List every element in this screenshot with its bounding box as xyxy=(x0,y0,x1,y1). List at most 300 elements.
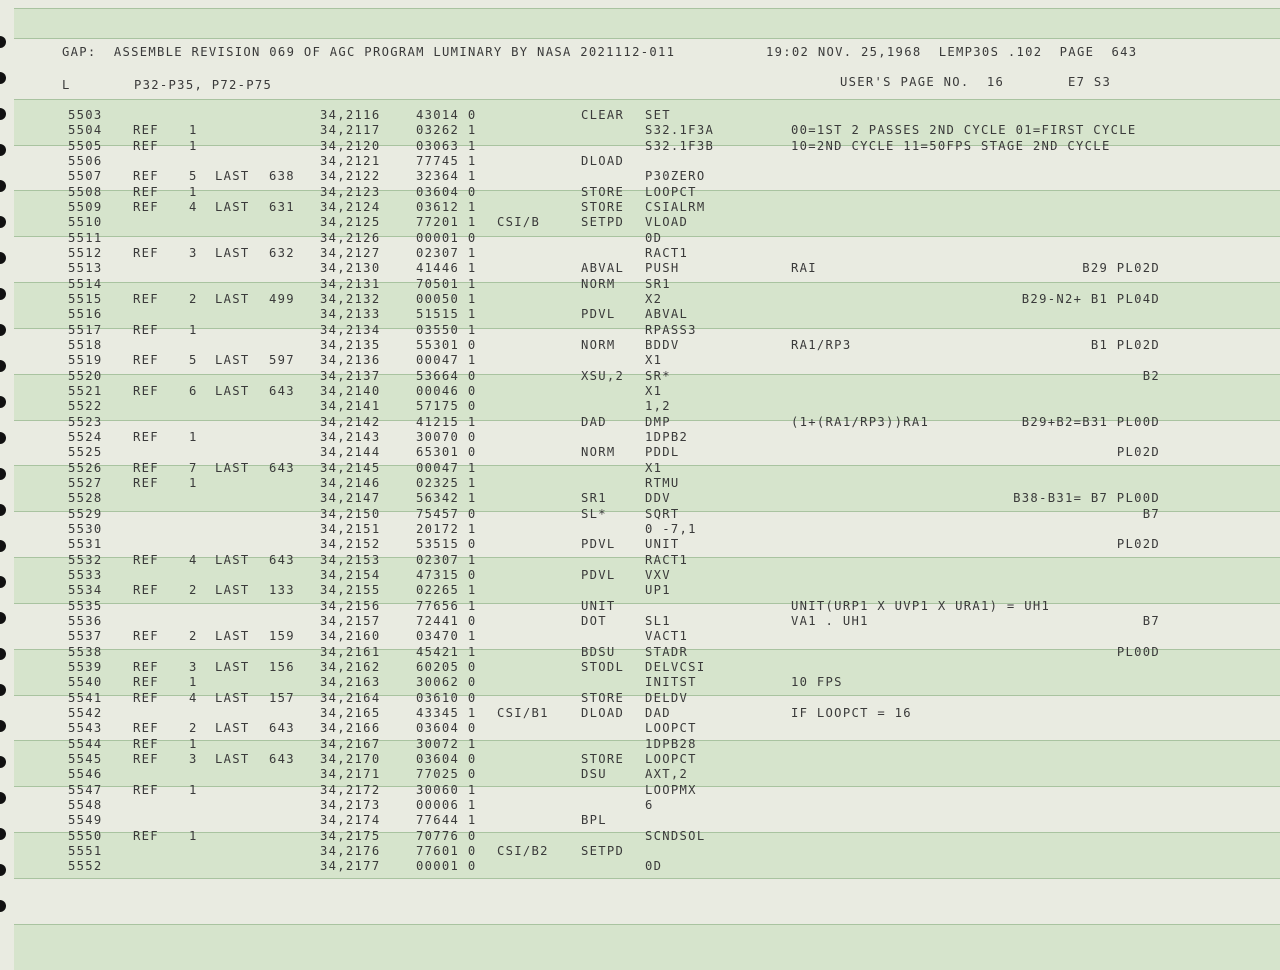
octal-word: 41446 1 xyxy=(416,261,477,276)
listing-row xyxy=(0,537,1280,552)
address: 34,2172 xyxy=(320,782,381,797)
last-flag: LAST xyxy=(215,629,250,644)
line-number: 5535 xyxy=(68,598,103,613)
listing-row xyxy=(0,767,1280,782)
address: 34,2140 xyxy=(320,383,381,398)
line-number: 5516 xyxy=(68,307,103,322)
line-number: 5512 xyxy=(68,246,103,260)
address: 34,2161 xyxy=(320,644,381,659)
ref-flag: REF xyxy=(133,353,159,368)
ref-count: 4 xyxy=(189,200,198,214)
band-line xyxy=(14,99,1280,100)
last-page: 643 xyxy=(269,383,295,398)
octal-word: 30060 1 xyxy=(416,782,477,797)
octal-word: 30072 1 xyxy=(416,736,477,751)
ref-count: 6 xyxy=(189,383,198,398)
address: 34,2175 xyxy=(320,828,381,843)
listing-row xyxy=(0,476,1280,491)
operand: LOOPMX xyxy=(645,782,697,797)
octal-word: 70501 1 xyxy=(416,276,477,291)
ref-flag: REF xyxy=(133,475,159,490)
ref-flag: REF xyxy=(133,721,159,736)
operand: VACT1 xyxy=(645,629,689,644)
operand: X1 xyxy=(645,353,663,368)
last-page: 159 xyxy=(269,629,295,644)
ref-count: 4 xyxy=(189,552,198,567)
address: 34,2173 xyxy=(320,797,381,812)
octal-word: 75457 0 xyxy=(416,506,477,521)
ref-count: 2 xyxy=(189,629,198,644)
operand: BDDV xyxy=(645,337,680,352)
operand: DMP xyxy=(645,414,671,429)
operand: DELVCSI xyxy=(645,659,706,674)
octal-word: 77025 0 xyxy=(416,767,477,782)
comment: IF LOOPCT = 16 xyxy=(791,705,912,720)
line-number: 5507 xyxy=(68,169,103,184)
line-number: 5503 xyxy=(68,108,103,122)
octal-word: 77644 1 xyxy=(416,813,477,828)
octal-word: 53515 0 xyxy=(416,537,477,552)
ref-flag: REF xyxy=(133,184,159,199)
octal-word: 53664 0 xyxy=(416,368,477,383)
address: 34,2155 xyxy=(320,583,381,598)
last-page: 631 xyxy=(269,200,295,214)
comment: 00=1ST 2 PASSES 2ND CYCLE 01=FIRST CYCLE xyxy=(791,123,1137,138)
scale-note: B7 xyxy=(1142,613,1160,628)
opcode: STORE xyxy=(581,200,625,214)
ref-count: 5 xyxy=(189,169,198,184)
operand: RACT1 xyxy=(645,552,689,567)
operand: P30ZERO xyxy=(645,169,706,184)
address: 34,2167 xyxy=(320,736,381,751)
operand: DELDV xyxy=(645,690,689,705)
listing-row xyxy=(0,200,1280,215)
listing-row xyxy=(0,583,1280,598)
operand: UNIT xyxy=(645,537,680,552)
address: 34,2136 xyxy=(320,353,381,368)
line-number: 5534 xyxy=(68,583,103,598)
operand: SET xyxy=(645,108,671,122)
last-flag: LAST xyxy=(215,460,250,475)
last-flag: LAST xyxy=(215,200,250,214)
band-line xyxy=(14,8,1280,9)
line-number: 5508 xyxy=(68,184,103,199)
operand: INITST xyxy=(645,675,697,690)
operand: LOOPCT xyxy=(645,184,697,199)
ref-count: 7 xyxy=(189,460,198,475)
ref-flag: REF xyxy=(133,429,159,444)
last-page: 156 xyxy=(269,659,295,674)
operand: X2 xyxy=(645,292,663,306)
ref-count: 1 xyxy=(189,736,198,751)
octal-word: 77601 0 xyxy=(416,843,477,858)
address: 34,2165 xyxy=(320,705,381,720)
opcode: PDVL xyxy=(581,567,616,582)
octal-word: 03063 1 xyxy=(416,138,477,153)
octal-word: 03550 1 xyxy=(416,322,477,337)
scale-note: B7 xyxy=(1142,506,1160,521)
last-page: 643 xyxy=(269,721,295,736)
ref-count: 1 xyxy=(189,782,198,797)
last-flag: LAST xyxy=(215,690,250,705)
address: 34,2117 xyxy=(320,123,381,138)
line-number: 5539 xyxy=(68,659,103,674)
operand: 0D xyxy=(645,230,663,245)
header-title: GAP: ASSEMBLE REVISION 069 OF AGC PROGRAM LUMINARY BY NASA 2021112-011 xyxy=(62,45,676,59)
octal-word: 41215 1 xyxy=(416,414,477,429)
ref-flag: REF xyxy=(133,690,159,705)
address: 34,2123 xyxy=(320,184,381,199)
ref-count: 1 xyxy=(189,138,198,153)
octal-word: 65301 0 xyxy=(416,445,477,460)
ref-flag: REF xyxy=(133,246,159,260)
line-number: 5538 xyxy=(68,644,103,659)
last-page: 643 xyxy=(269,552,295,567)
octal-word: 03604 0 xyxy=(416,721,477,736)
line-number: 5541 xyxy=(68,690,103,705)
octal-word: 02325 1 xyxy=(416,475,477,490)
scale-note: B38-B31= B7 PL00D xyxy=(1013,491,1160,506)
listing-row xyxy=(0,430,1280,445)
octal-word: 03604 0 xyxy=(416,184,477,199)
ref-flag: REF xyxy=(133,659,159,674)
octal-word: 77745 1 xyxy=(416,154,477,168)
comment: 10 FPS xyxy=(791,675,843,690)
last-page: 643 xyxy=(269,460,295,475)
octal-word: 20172 1 xyxy=(416,521,477,536)
opcode: ABVAL xyxy=(581,261,625,276)
address: 34,2156 xyxy=(320,598,381,613)
ref-flag: REF xyxy=(133,292,159,306)
octal-word: 57175 0 xyxy=(416,399,477,414)
octal-word: 00001 0 xyxy=(416,859,477,874)
operand: SCNDSOL xyxy=(645,828,706,843)
address: 34,2126 xyxy=(320,230,381,245)
line-number: 5536 xyxy=(68,613,103,628)
paper-band xyxy=(14,8,1280,38)
scale-note: PL02D xyxy=(1116,537,1160,552)
listing-row xyxy=(0,123,1280,138)
operand: S32.1F3B xyxy=(645,138,715,153)
operand: 0 -7,1 xyxy=(645,521,697,536)
address: 34,2174 xyxy=(320,813,381,828)
octal-word: 72441 0 xyxy=(416,613,477,628)
address: 34,2146 xyxy=(320,475,381,490)
comment: (1+(RA1/RP3))RA1 xyxy=(791,414,930,429)
octal-word: 30062 0 xyxy=(416,675,477,690)
operand: LOOPCT xyxy=(645,721,697,736)
ref-count: 3 xyxy=(189,751,198,766)
ref-count: 3 xyxy=(189,246,198,260)
line-number: 5552 xyxy=(68,859,103,874)
listing-row xyxy=(0,553,1280,568)
address: 34,2164 xyxy=(320,690,381,705)
opcode: NORM xyxy=(581,276,616,291)
ref-flag: REF xyxy=(133,736,159,751)
octal-word: 02265 1 xyxy=(416,583,477,598)
ref-flag: REF xyxy=(133,138,159,153)
listing-row xyxy=(0,614,1280,629)
octal-word: 00006 1 xyxy=(416,797,477,812)
address: 34,2166 xyxy=(320,721,381,736)
octal-word: 03604 0 xyxy=(416,751,477,766)
listing-row xyxy=(0,369,1280,384)
octal-word: 03610 0 xyxy=(416,690,477,705)
last-page: 638 xyxy=(269,169,295,184)
line-number: 5513 xyxy=(68,261,103,276)
header-code: E7 S3 xyxy=(1068,75,1112,89)
header-user-page: USER'S PAGE NO. 16 xyxy=(840,75,1005,89)
opcode: SL* xyxy=(581,506,607,521)
address: 34,2144 xyxy=(320,445,381,460)
line-number: 5515 xyxy=(68,292,103,306)
listing-row xyxy=(0,215,1280,230)
octal-word: 32364 1 xyxy=(416,169,477,184)
opcode: SR1 xyxy=(581,491,607,506)
ref-flag: REF xyxy=(133,675,159,690)
line-number: 5519 xyxy=(68,353,103,368)
line-number: 5523 xyxy=(68,414,103,429)
listing-row xyxy=(0,721,1280,736)
last-page: 597 xyxy=(269,353,295,368)
line-number: 5544 xyxy=(68,736,103,751)
address: 34,2145 xyxy=(320,460,381,475)
line-number: 5531 xyxy=(68,537,103,552)
listing-row xyxy=(0,599,1280,614)
octal-word: 00047 1 xyxy=(416,460,477,475)
operand: S32.1F3A xyxy=(645,123,715,138)
line-number: 5548 xyxy=(68,797,103,812)
operand: RACT1 xyxy=(645,246,689,260)
operand: STADR xyxy=(645,644,689,659)
ref-flag: REF xyxy=(133,169,159,184)
listing-row xyxy=(0,231,1280,246)
last-flag: LAST xyxy=(215,292,250,306)
address: 34,2150 xyxy=(320,506,381,521)
address: 34,2177 xyxy=(320,859,381,874)
listing-row xyxy=(0,829,1280,844)
ref-count: 4 xyxy=(189,690,198,705)
tractor-hole xyxy=(0,36,6,48)
ref-flag: REF xyxy=(133,460,159,475)
listing-row xyxy=(0,737,1280,752)
ref-count: 5 xyxy=(189,353,198,368)
address: 34,2154 xyxy=(320,567,381,582)
line-number: 5530 xyxy=(68,521,103,536)
ref-count: 3 xyxy=(189,659,198,674)
ref-flag: REF xyxy=(133,552,159,567)
octal-word: 03262 1 xyxy=(416,123,477,138)
comment: UNIT(URP1 X UVP1 X URA1) = UH1 xyxy=(791,598,1051,613)
listing-row xyxy=(0,445,1280,460)
line-number: 5517 xyxy=(68,322,103,337)
octal-word: 77201 1 xyxy=(416,215,477,230)
listing-row xyxy=(0,859,1280,874)
listing-row xyxy=(0,154,1280,169)
listing-row xyxy=(0,185,1280,200)
opcode: DSU xyxy=(581,767,607,782)
listing-row xyxy=(0,292,1280,307)
ref-count: 1 xyxy=(189,475,198,490)
ref-count: 2 xyxy=(189,721,198,736)
line-number: 5529 xyxy=(68,506,103,521)
line-number: 5545 xyxy=(68,751,103,766)
listing-row xyxy=(0,108,1280,123)
line-number: 5511 xyxy=(68,230,103,245)
listing-row xyxy=(0,629,1280,644)
ref-flag: REF xyxy=(133,383,159,398)
octal-word: 30070 0 xyxy=(416,429,477,444)
comment: VA1 . UH1 xyxy=(791,613,869,628)
operand: 1,2 xyxy=(645,399,671,414)
opcode: STORE xyxy=(581,751,625,766)
ref-count: 1 xyxy=(189,184,198,199)
last-flag: LAST xyxy=(215,583,250,598)
address: 34,2151 xyxy=(320,521,381,536)
last-flag: LAST xyxy=(215,169,250,184)
octal-word: 51515 1 xyxy=(416,307,477,322)
listing-row xyxy=(0,706,1280,721)
address: 34,2121 xyxy=(320,154,381,168)
address: 34,2125 xyxy=(320,215,381,230)
location-label: CSI/B1 xyxy=(497,705,549,720)
line-number: 5549 xyxy=(68,813,103,828)
ref-count: 1 xyxy=(189,828,198,843)
operand: UP1 xyxy=(645,583,671,598)
operand: 1DPB28 xyxy=(645,736,697,751)
ref-flag: REF xyxy=(133,782,159,797)
address: 34,2153 xyxy=(320,552,381,567)
line-number: 5551 xyxy=(68,843,103,858)
listing-row xyxy=(0,307,1280,322)
header-timestamp-page: 19:02 NOV. 25,1968 LEMP30S .102 PAGE 643 xyxy=(766,45,1138,59)
line-number: 5514 xyxy=(68,276,103,291)
octal-word: 03470 1 xyxy=(416,629,477,644)
octal-word: 45421 1 xyxy=(416,644,477,659)
line-number: 5509 xyxy=(68,200,103,214)
ref-count: 1 xyxy=(189,675,198,690)
line-number: 5533 xyxy=(68,567,103,582)
listing-row xyxy=(0,353,1280,368)
line-number: 5527 xyxy=(68,475,103,490)
operand: SR1 xyxy=(645,276,671,291)
comment: 10=2ND CYCLE 11=50FPS STAGE 2ND CYCLE xyxy=(791,138,1111,153)
operand: X1 xyxy=(645,460,663,475)
opcode: STODL xyxy=(581,659,625,674)
operand: SL1 xyxy=(645,613,671,628)
octal-word: 47315 0 xyxy=(416,567,477,582)
scale-note: B29+B2=B31 PL00D xyxy=(1021,414,1160,429)
opcode: DLOAD xyxy=(581,154,625,168)
address: 34,2132 xyxy=(320,292,381,306)
operand: X1 xyxy=(645,383,663,398)
comment: RAI xyxy=(791,261,817,276)
opcode: NORM xyxy=(581,337,616,352)
address: 34,2160 xyxy=(320,629,381,644)
opcode: CLEAR xyxy=(581,108,625,122)
operand: 1DPB2 xyxy=(645,429,689,444)
line-number: 5521 xyxy=(68,383,103,398)
address: 34,2143 xyxy=(320,429,381,444)
operand: 0D xyxy=(645,859,663,874)
listing-row xyxy=(0,139,1280,154)
last-page: 133 xyxy=(269,583,295,598)
operand: VLOAD xyxy=(645,215,689,230)
line-number: 5522 xyxy=(68,399,103,414)
address: 34,2120 xyxy=(320,138,381,153)
last-page: 499 xyxy=(269,292,295,306)
last-flag: LAST xyxy=(215,353,250,368)
opcode: BPL xyxy=(581,813,607,828)
octal-word: 70776 0 xyxy=(416,828,477,843)
line-number: 5525 xyxy=(68,445,103,460)
line-number: 5526 xyxy=(68,460,103,475)
line-number: 5547 xyxy=(68,782,103,797)
ref-count: 1 xyxy=(189,123,198,138)
scale-note: B2 xyxy=(1142,368,1160,383)
last-flag: LAST xyxy=(215,552,250,567)
opcode: DLOAD xyxy=(581,705,625,720)
tractor-hole xyxy=(0,900,6,912)
line-number: 5542 xyxy=(68,705,103,720)
listing-row xyxy=(0,752,1280,767)
last-flag: LAST xyxy=(215,383,250,398)
address: 34,2163 xyxy=(320,675,381,690)
line-number: 5505 xyxy=(68,138,103,153)
address: 34,2157 xyxy=(320,613,381,628)
listing-row xyxy=(0,675,1280,690)
octal-word: 60205 0 xyxy=(416,659,477,674)
opcode: PDVL xyxy=(581,307,616,322)
opcode: BDSU xyxy=(581,644,616,659)
band-line xyxy=(14,924,1280,925)
ref-flag: REF xyxy=(133,828,159,843)
listing-row xyxy=(0,491,1280,506)
operand: RPASS3 xyxy=(645,322,697,337)
listing-row xyxy=(0,169,1280,184)
opcode: DAD xyxy=(581,414,607,429)
listing-row xyxy=(0,338,1280,353)
scale-note: B1 PL02D xyxy=(1090,337,1160,352)
operand: DDV xyxy=(645,491,671,506)
header-flag: L xyxy=(62,78,71,92)
ref-flag: REF xyxy=(133,583,159,598)
scale-note: B29-N2+ B1 PL04D xyxy=(1021,292,1160,306)
address: 34,2131 xyxy=(320,276,381,291)
location-label: CSI/B xyxy=(497,215,541,230)
opcode: UNIT xyxy=(581,598,616,613)
address: 34,2152 xyxy=(320,537,381,552)
last-page: 632 xyxy=(269,246,295,260)
listing-row xyxy=(0,323,1280,338)
octal-word: 00050 1 xyxy=(416,292,477,306)
listing-row xyxy=(0,691,1280,706)
operand: RTMU xyxy=(645,475,680,490)
listing-row xyxy=(0,813,1280,828)
address: 34,2137 xyxy=(320,368,381,383)
address: 34,2171 xyxy=(320,767,381,782)
line-number: 5506 xyxy=(68,154,103,168)
address: 34,2162 xyxy=(320,659,381,674)
listing-row xyxy=(0,660,1280,675)
octal-word: 56342 1 xyxy=(416,491,477,506)
opcode: SETPD xyxy=(581,843,625,858)
ref-flag: REF xyxy=(133,629,159,644)
address: 34,2116 xyxy=(320,108,381,122)
ref-flag: REF xyxy=(133,322,159,337)
ref-flag: REF xyxy=(133,200,159,214)
scale-note: PL02D xyxy=(1116,445,1160,460)
